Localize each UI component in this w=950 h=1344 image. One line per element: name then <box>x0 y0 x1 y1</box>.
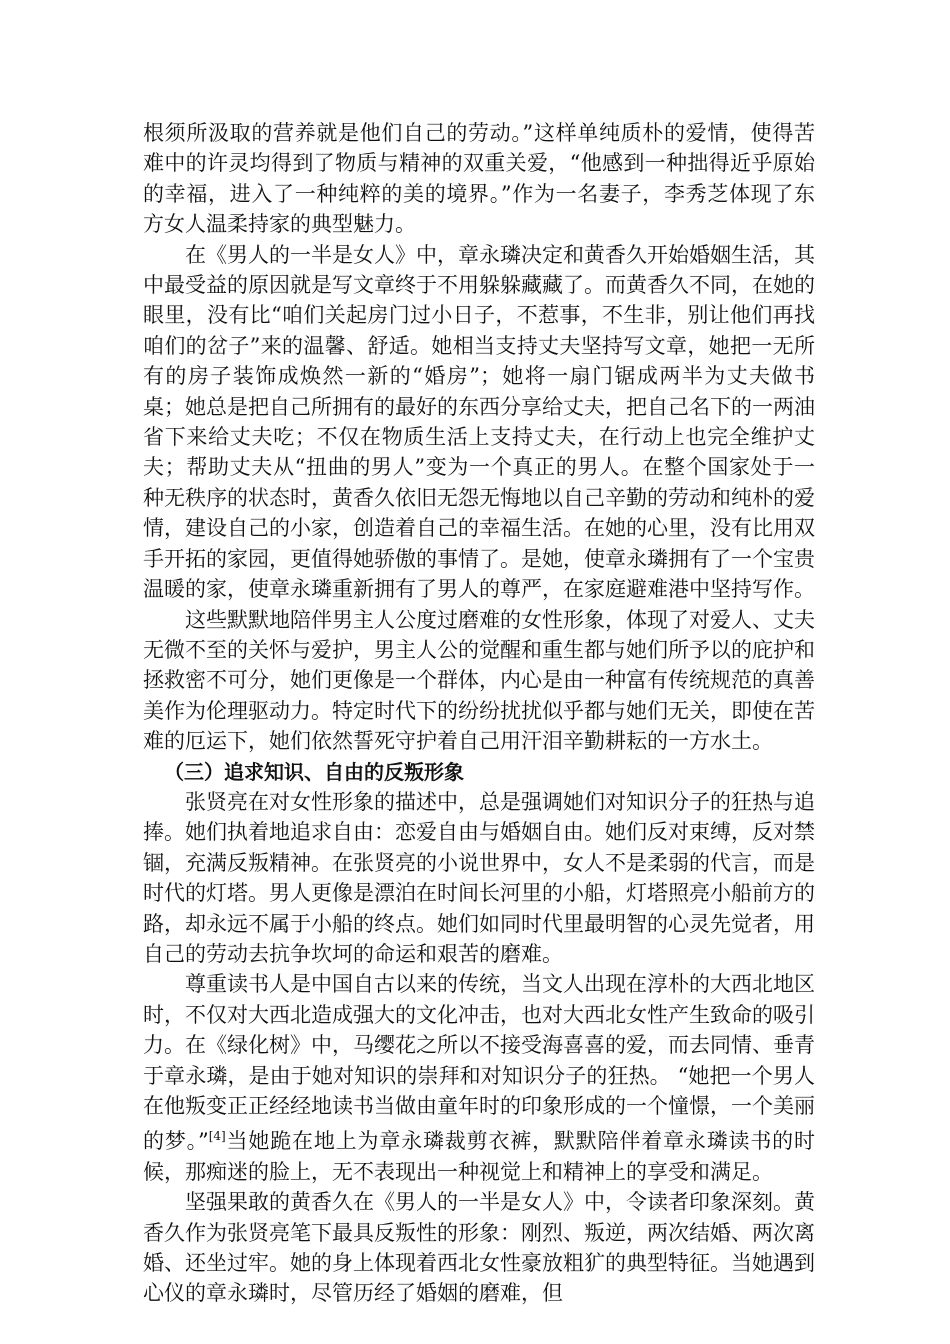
section-heading: （三）追求知识、自由的反叛形象 <box>164 759 464 784</box>
paragraph-2: 在《男人的一半是女人》中，章永璘决定和黄香久开始婚姻生活，其中最受益的原因就是写文章终于不用躲躲藏藏了。而黄香久不同，在她的眼里，没有比“咱们关起房门过小日子，不惹事，不生非，别让他们再找咱们的岔子”来的温馨、舒适。她相当支持丈夫坚持写文章，她把一无所有的房子装饰成焕然一新的“婚房”；她将一扇门锯成两半为丈夫做书桌；她总是把自己所拥有的最好的东西分享给丈夫，把自己名下的一两油省下来给丈夫吃；不仅在物质生活上支持丈夫，在行动上也完全维护丈夫；帮助丈夫从“扭曲的男人”变为一个真正的男人。在整个国家处于一种无秩序的状态时，黄香久依旧无怨无悔地以自己辛勤的劳动和纯朴的爱情，建设自己的小家，创造着自己的幸福生活。在她的心里，没有比用双手开拓的家园，更值得她骄傲的事情了。是她，使章永璘拥有了一个宝贵温暖的家，使章永璘重新拥有了男人的尊严，在家庭避难港中坚持写作。 <box>143 242 815 602</box>
paragraph-5-text-b: 当她跪在地上为章永璘裁剪衣裤，默默陪伴着章永璘读书的时候，那痴迷的脸上，无不表现出一种视觉上和精神上的享受和满足。 <box>143 1129 815 1184</box>
paragraph-5-text-a: 尊重读书人是中国自古以来的传统，当文人出现在淳朴的大西北地区时，不仅对大西北造成强大的文化冲击，也对大西北女性产生致命的吸引力。在《绿化树》中，马缨花之所以不接受海喜喜的爱，而去同情、垂青于章永璘，是由于她对知识的崇拜和对知识分子的狂热。 “她把一个男人在他叛变正正经经地读书当做由童年时的印象形成的一个憧憬，一个美丽的梦。” <box>143 972 815 1154</box>
body-text <box>143 118 815 1309</box>
paragraph-6: 坚强果敢的黄香久在《男人的一半是女人》中，令读者印象深刻。黄香久作为张贤亮笔下最具反叛性的形象：刚烈、叛逆，两次结婚、两次离婚、还坐过牢。她的身上体现着西北女性豪放粗犷的典型特征。当她遇到心仪的章永璘时，尽管历经了婚姻的磨难，但 <box>143 1190 815 1306</box>
paragraph-4: 张贤亮在对女性形象的描述中，总是强调她们对知识分子的狂热与追捧。她们执着地追求自由：恋爱自由与婚姻自由。她们反对束缚，反对禁锢，充满反叛精神。在张贤亮的小说世界中，女人不是柔弱的代言，而是时代的灯塔。男人更像是漂泊在时间长河里的小船，灯塔照亮小船前方的路，却永远不属于小船的终点。她们如同时代里最明智的心灵先觉者，用自己的劳动去抗争坎坷的命运和艰苦的磨难。 <box>143 789 815 966</box>
paragraph-3: 这些默默地陪伴男主人公度过磨难的女性形象，体现了对爱人、丈夫无微不至的关怀与爱护，男主人公的觉醒和重生都与她们所予以的庇护和拯救密不可分，她们更像是一个群体，内心是由一种富有传统规范的真善美作为伦理驱动力。特定时代下的纷纷扰扰似乎都与她们无关，即使在苦难的厄运下，她们依然誓死守护着自己用汗泪辛勤耕耘的一方水土。 <box>143 607 815 754</box>
citation-marker: [4] <box>208 1129 226 1144</box>
paragraph-5 <box>143 969 815 1187</box>
paragraph-1: 根须所汲取的营养就是他们自己的劳动。”这样单纯质朴的爱情，使得苦难中的许灵均得到了物质与精神的双重关爱，“他感到一种拙得近乎原始的幸福，进入了一种纯粹的美的境界。”作为一名妻子，李秀芝体现了东方女人温柔持家的典型魅力。 <box>143 121 815 237</box>
